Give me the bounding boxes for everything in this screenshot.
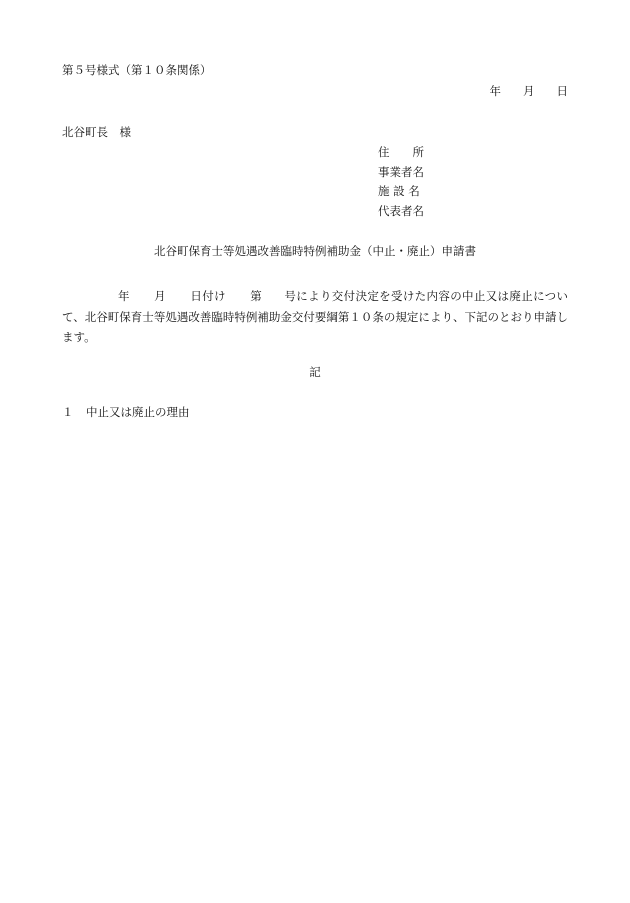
body-year: 年	[118, 289, 130, 303]
body-paragraph	[62, 286, 568, 348]
body-number-prefix: 第	[249, 289, 263, 303]
body-month: 月	[153, 289, 167, 303]
body-dated: 日付け	[190, 289, 226, 303]
form-number: 第５号様式（第１０条関係）	[62, 63, 212, 77]
document-title: 北谷町保育士等処遇改善臨時特例補助金（中止・廃止）申請書	[154, 244, 476, 258]
body-main-text: 号により交付決定を受けた内容の中止又は廃止について、北谷町保育士等処遇改善臨時特例補助金交付要綱第１０条の規定により、下記のとおり申請します。	[62, 289, 569, 344]
applicant-business-name-label: 事業者名	[378, 164, 424, 179]
applicant-facility-name-label: 施 設 名	[378, 184, 420, 198]
date-line	[490, 85, 569, 99]
ki-heading: 記	[309, 365, 321, 379]
addressee: 北谷町長 様	[62, 125, 131, 139]
item-label: 中止又は廃止の理由	[86, 405, 190, 419]
date-day-label: 日	[556, 84, 568, 98]
list-item	[62, 406, 190, 420]
date-year-label: 年	[489, 84, 501, 98]
applicant-block	[378, 146, 424, 224]
date-month-label: 月	[523, 84, 535, 98]
applicant-representative-label: 代表者名	[378, 203, 424, 218]
applicant-address-label: 住 所	[378, 145, 424, 159]
item-number: １	[62, 405, 74, 419]
